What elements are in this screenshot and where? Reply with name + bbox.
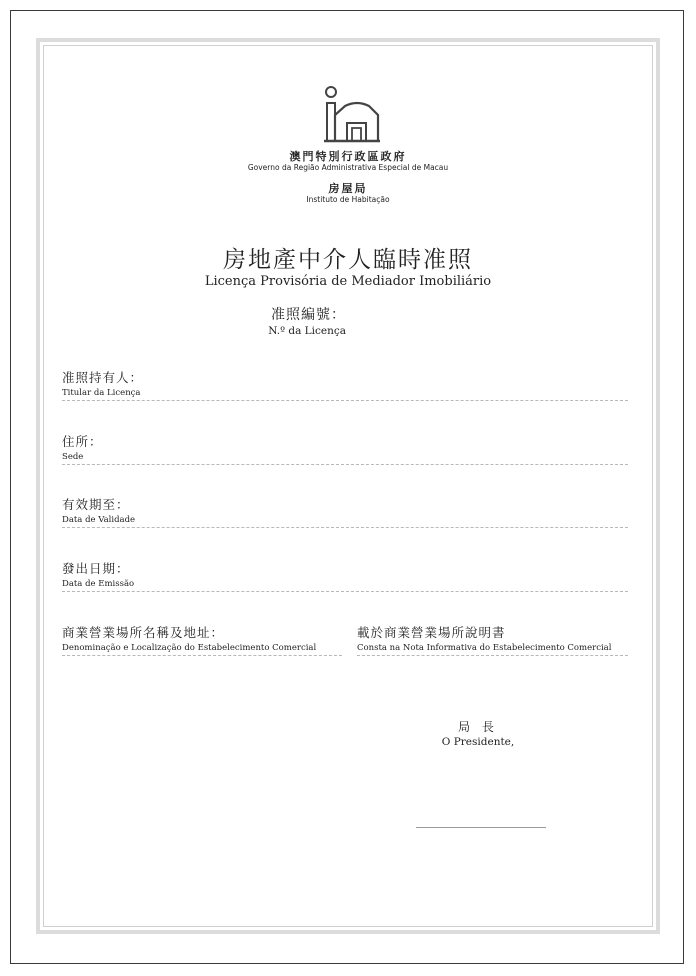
house-person-logo-icon [316,83,380,145]
field-label-portuguese: Titular da Licença [62,388,141,398]
institute-name-portuguese: Instituto de Habitação [306,195,390,204]
establishment-note-portuguese: Consta na Nota Informativa do Estabelecimento Comercial [357,643,612,653]
field-label-portuguese: Data de Validade [62,515,136,525]
field-label-chinese: 發出日期： [62,561,130,576]
field-label-portuguese: Sede [62,452,84,462]
establishment-note [357,623,628,656]
institute-name-chinese: 房屋局 [328,182,368,195]
field-label-portuguese: Data de Emissão [62,579,135,589]
field-license-holder [62,368,628,401]
license-number-label-portuguese: N.º da Licença [268,325,346,337]
field-establishment [62,623,342,656]
document-title-portuguese: Licença Provisória de Mediador Imobiliário [204,274,492,289]
field-address [62,432,628,465]
government-name-chinese: 澳門特別行政區政府 [289,150,407,163]
field-issue-date [62,559,628,592]
inner-border [43,45,653,927]
field-label-chinese: 有效期至： [62,497,130,512]
government-name-portuguese: Governo da Região Administrativa Especial de Macau [247,163,449,172]
field-valid-until [62,495,628,528]
field-label-chinese: 住所： [62,434,103,449]
license-number-label-chinese: 准照編號： [271,307,346,323]
president-signature-block [430,718,526,748]
establishment-label-portuguese: Denominação e Localização do Estabelecimento Comercial [62,643,317,653]
president-title-portuguese: O Presidente, [441,736,515,748]
field-label-chinese: 准照持有人： [62,370,144,385]
license-number-label [250,304,346,337]
document-title-chinese: 房地產中介人臨時准照 [223,247,473,273]
signature-line [416,827,546,828]
establishment-label-chinese: 商業營業場所名稱及地址： [62,625,225,640]
establishment-note-chinese: 載於商業營業場所說明書 [357,625,506,640]
president-title-chinese: 局 長 [458,720,498,734]
